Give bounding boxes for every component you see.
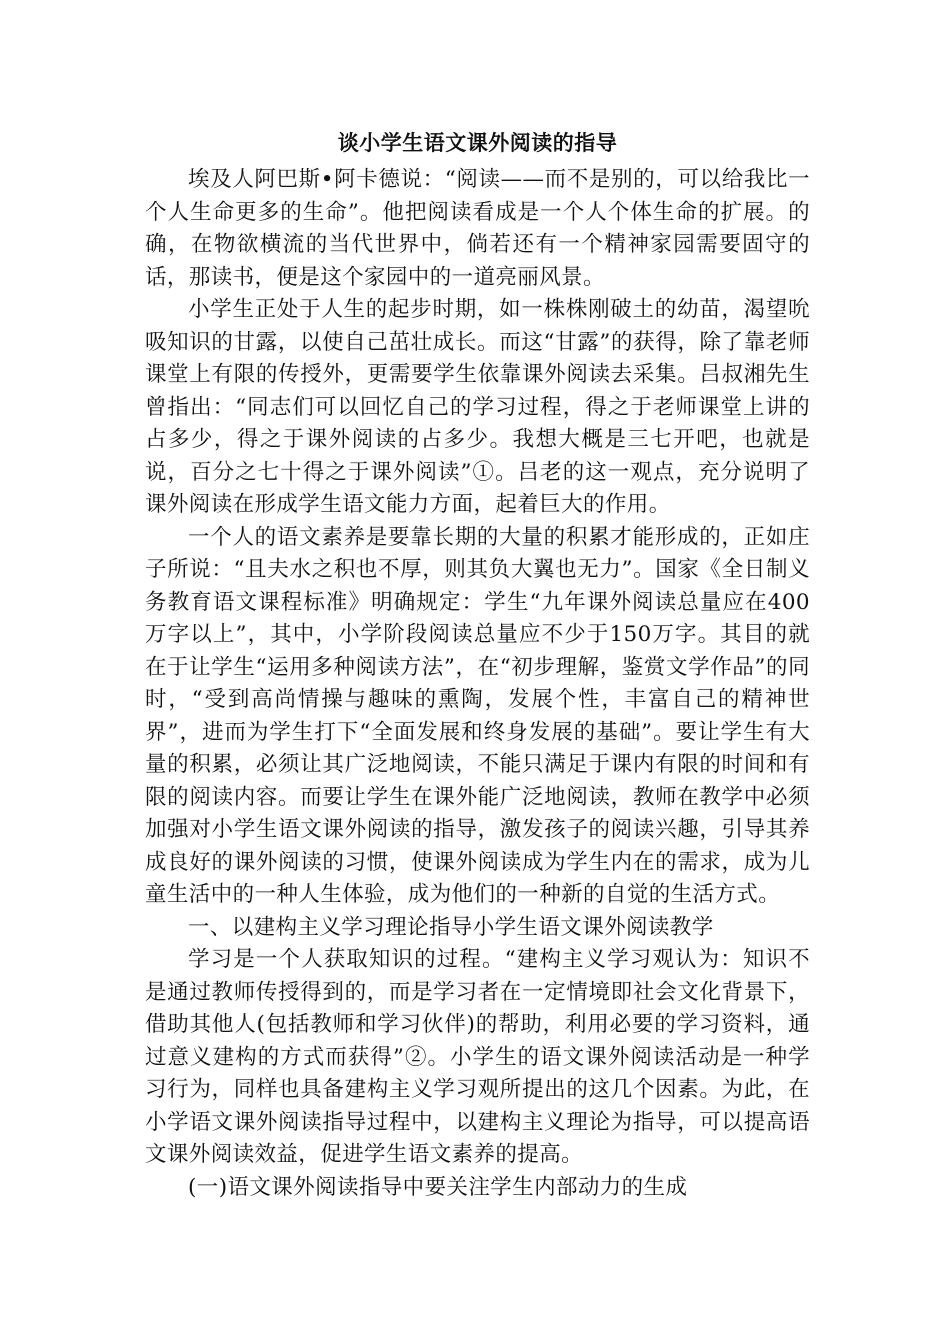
document-title: 谈小学生语文课外阅读的指导 xyxy=(337,131,618,155)
paragraph-constructivism: 学习是一个人获取知识的过程。“建构主义学习观认为：知识不是通过教师传授得到的，而是学习者在一定情境即社会文化背景下，借助其他人(包括教师和学习伙伴)的帮助，利用必要的学习资料，通过意义建构的方式而获得”②。小学生的语文课外阅读活动是一种学习行为，同样也具备建构主义学习观所提出的这几个因素。为此，在小学语文课外阅读指导过程中，以建构主义理论为指导，可以提高语文课外阅读效益，促进学生语文素养的提高。 xyxy=(145,947,810,1167)
section-heading-constructivism: 一、以建构主义学习理论指导小学生语文课外阅读教学 xyxy=(188,914,714,940)
subsection-heading-internal-motivation: (一)语文课外阅读指导中要关注学生内部动力的生成 xyxy=(188,1174,688,1200)
paragraph-student-growth: 小学生正处于人生的起步时期，如一株株刚破土的幼苗，渴望吮吸知识的甘露，以使自己茁壮成长。而这“甘露”的获得，除了靠老师课堂上有限的传授外，更需要学生依靠课外阅读去采集。吕叔湘先生曾指出：“同志们可以回忆自己的学习过程，得之于老师课堂上讲的占多少，得之于课外阅读的占多少。我想大概是三七开吧，也就是说，百分之七十得之于课外阅读”①。吕老的这一观点，充分说明了课外阅读在形成学生语文能力方面，起着巨大的作用。 xyxy=(145,297,810,517)
paragraph-curriculum-standard: 一个人的语文素养是要靠长期的大量的积累才能形成的，正如庄子所说：“且夫水之积也不厚，则其负大翼也无力”。国家《全日制义务教育语文课程标准》明确规定：学生“九年课外阅读总量应在400万字以上”，其中，小学阶段阅读总量应不少于150万字。其目的就在于让学生“运用多种阅读方法”，在“初步理解，鉴赏文学作品”的同时，“受到高尚情操与趣味的熏陶，发展个性，丰富自己的精神世界”，进而为学生打下“全面发展和终身发展的基础”。要让学生有大量的积累，必须让其广泛地阅读，不能只满足于课内有限的时间和有限的阅读内容。而要让学生在课外能广泛地阅读，教师在教学中必须加强对小学生语文课外阅读的指导，激发孩子的阅读兴趣，引导其养成良好的课外阅读的习惯，使课外阅读成为学生内在的需求，成为儿童生活中的一种人生体验，成为他们的一种新的自觉的生活方式。 xyxy=(145,524,810,907)
document-page xyxy=(145,128,810,1204)
paragraph-intro-quote: 埃及人阿巴斯•阿卡德说：“阅读——而不是别的，可以给我比一个人生命更多的生命”。他把阅读看成是一个人个体生命的扩展。的确，在物欲横流的当代世界中，倘若还有一个精神家园需要固守的话，那读书，便是这个家园中的一道亮丽风景。 xyxy=(145,167,810,290)
